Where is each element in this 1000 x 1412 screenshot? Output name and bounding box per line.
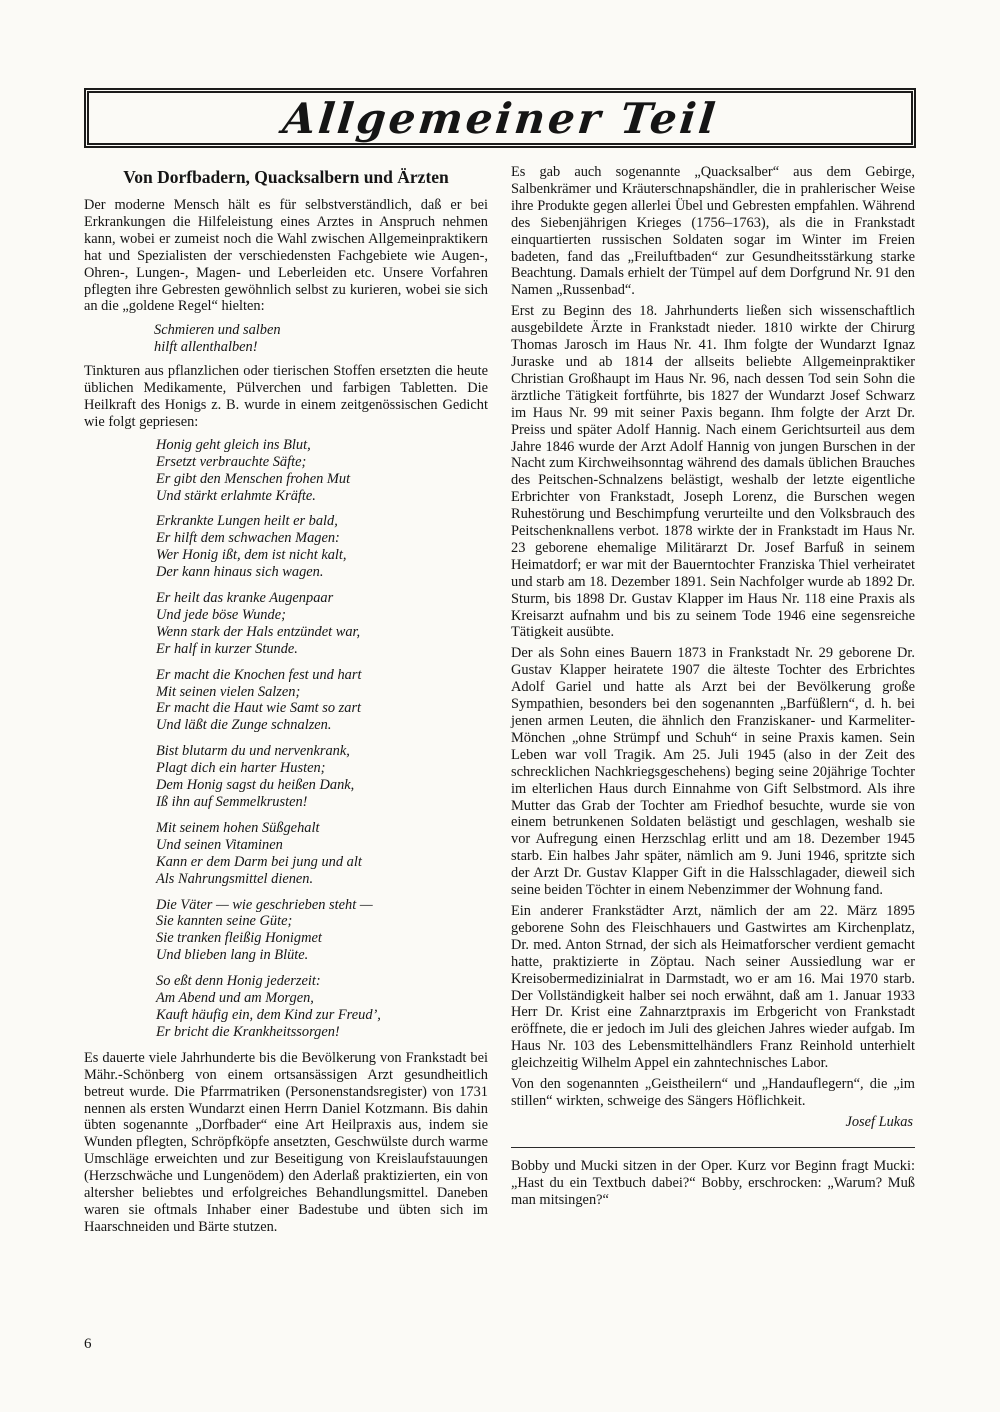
poem-line: Mit seinem hohen Süßgehalt [156, 819, 320, 836]
paragraph: Von den sogenannten „Geistheilern“ und „Handauflegern“, die „im stillen“ wirkten, schweige des Sängers Höflichkeit. [511, 1076, 915, 1109]
poem-line: Erkrankte Lungen heilt er bald, [156, 513, 338, 530]
article-columns [84, 164, 916, 1240]
poem-line: Und stärkt erlahmte Kräfte. [156, 487, 316, 504]
divider [511, 1147, 915, 1148]
poem-stanza [156, 437, 488, 505]
poem-line: Und seinen Vitaminen [156, 836, 283, 853]
poem-line: Kauft häufig ein, dem Kind zur Freud’, [156, 1006, 381, 1023]
poem-line: Wenn stark der Hals entzündet war, [156, 623, 361, 640]
poem-line: Plagt dich ein harter Husten; [156, 760, 326, 777]
right-column [511, 164, 915, 1212]
poem-stanza [156, 743, 488, 811]
poem-line: Er half in kurzer Stunde. [156, 640, 298, 657]
page-number: 6 [84, 1336, 92, 1352]
poem-line: Am Abend und am Morgen, [156, 990, 314, 1007]
paragraph: Der als Sohn eines Bauern 1873 in Frankstadt Nr. 29 geborene Dr. Gustav Klapper heiratete 1907 die älteste Tochter des Erbrichtes Adolf Gariel und hatte als Arzt bei der Bevölkerung große Sympathien, besonders bei den sogenannten „Barfüßlern“, d. h. bei jenen armen Leuten, die ähnlich den Franziskaner- und Karmeliter-Mönchen „ohne Strümpf und Schuh“ in seine Praxis kamen. Sein Leben war voll Tragik. Am 25. Juli 1945 (also in der Zeit des schrecklichen Nachkriegsgeschehens) beging seine 20jährige Tochter im elterlichen Haus durch Einnahme von Gift Selbstmord. Als ihre Mutter das Grab der Tochter am Friedhof besuchte, wurde sie von einem betrunkenen Soldaten belästigt und geschlagen, weshalb sie vor Aufregung einen Herzschlag erlitt und am 18. Dezember 1945 starb. Ein halbes Jahr später, nämlich am 9. Juni 1946, spritzte sich der Arzt Dr. Gustav Klapper Gift in die Halsschlagader, dieweil sich seine beiden Töchter in einem Nebenzimmer der Wohnung fand. [511, 645, 915, 899]
poem-line: Als Nahrungsmittel dienen. [156, 870, 314, 887]
poem-line: Er macht die Haut wie Samt so zart [156, 700, 362, 717]
poem-line: Sie kannten seine Güte; [156, 913, 293, 930]
poem-line: Bist blutarm du und nervenkrank, [156, 743, 350, 760]
poem-stanza [156, 897, 488, 965]
motto-line: Schmieren und salben [154, 322, 281, 339]
motto [154, 322, 488, 356]
poem-line: Er hilft dem schwachen Magen: [156, 530, 340, 547]
article-title: Von Dorfbadern, Quacksalbern und Ärzten [123, 167, 449, 187]
paragraph: Der moderne Mensch hält es für selbstverständlich, daß er bei Erkrankungen die Hilfeleistung eines Arztes in Anspruch nehmen kann, wobei er zumeist noch die Wahl zwischen Allgemeinpraktikern hat und Spezialisten der verschiedensten Fachgebiete wie Augen-, Ohren-, Lungen-, Magen- und Leberleiden etc. Unsere Vorfahren pflegten ihre Gebresten gewöhnlich selbst zu kurieren, wobei sie sich an die „goldene Regel“ hielten: [84, 197, 488, 315]
poem-line: Er heilt das kranke Augenpaar [156, 590, 334, 607]
poem-line: Mit seinen vielen Salzen; [156, 683, 301, 700]
poem-line: Und jede böse Wunde; [156, 606, 286, 623]
poem-line: Er macht die Knochen fest und hart [156, 666, 362, 683]
author-signature: Josef Lukas [845, 1113, 913, 1130]
poem-line: Dem Honig sagst du heißen Dank, [156, 777, 355, 794]
poem-line: Honig geht gleich ins Blut, [156, 436, 311, 453]
section-banner-title: Allgemeiner Teil [280, 93, 720, 143]
paragraph: Ein anderer Frankstädter Arzt, nämlich der am 22. März 1895 geborene Sohn des Fleischhauers und Gastwirtes am Kirchenplatz, Dr. med. Anton Strnad, der sich als Heimatforscher verdient gemacht hatte, praktizierte in Zöptau. Nach seiner Aussiedlung war er Kreisobermedizinialrat in Darmstadt, wo er am 16. Mai 1970 starb. Der Vollständigkeit halber sei noch erwähnt, daß am 1. Januar 1933 Herr Dr. Krist eine Zahnarztpraxis im Erbgericht von Frankstadt eröffnete, die er jedoch im Juli des gleichen Jahres wieder aufgab. Im Haus Nr. 103 des Lebensmittelhändlers Franz Reinhold unterhielt gleichzeitig Wilhelm Appel ein zahntechnisches Labor. [511, 902, 915, 1072]
paragraph: Es gab auch sogenannte „Quacksalber“ aus dem Gebirge, Salbenkrämer und Kräuterschnapshändler, die in prahlerischer Weise ihre Produkte gegen allerlei Übel und Gebresten empfahlen. Während des Siebenjährigen Krieges (1756–1763), als die in Frankstadt einquartierten russischen Soldaten sogar im Winter im Freien badeten, fand das „Freiluftbaden“ zur Gesundheitsstärkung starke Beachtung. Damals erhielt der Tümpel auf dem Dorfgrund Nr. 91 den Namen „Russenbad“. [511, 164, 915, 299]
poem-line: Iß ihn auf Semmelkrusten! [156, 794, 308, 810]
poem-line: Der kann hinaus sich wagen. [156, 564, 324, 581]
motto-line: hilft allenthalben! [154, 339, 258, 356]
poem-line: Ersetzt verbrauchte Säfte; [156, 453, 307, 470]
poem-line: So eßt denn Honig jederzeit: [156, 973, 321, 990]
poem-line: Und blieben lang in Blüte. [156, 947, 309, 964]
paragraph: Tinkturen aus pflanzlichen oder tierischen Stoffen ersetzten die heute üblichen Medikamente, Pülverchen und farbigen Tabletten. Die Heilkraft des Honigs z. B. wurde in einem zeitgenössischen Gedicht wie folgt gepriesen: [84, 363, 488, 430]
poem-line: Er bricht die Krankheitssorgen! [156, 1023, 340, 1040]
paragraph: Es dauerte viele Jahrhunderte bis die Bevölkerung von Frankstadt bei Mähr.-Schönberg von einem ortsansässigen Arzt gesundheitlich betreut wurde. Die Pfarrmatriken (Personenstandsregister) von 1731 nennen als ersten Wundarzt einen Herrn Daniel Kotzmann. Bis dahin übten sogenannte „Dorfbader“ eine Art Heilpraxis aus, indem sie Wunden pflegten, Schröpfköpfe ansetzten, Geschwülste durch warme Umschläge erweichten und zur Beseitigung von Kreislaufstauungen (Herzschwäche und Lungenödem) den Aderlaß praktizierten, ein von altersher beliebtes und erfolgreiches Behandlungsmittel. Daneben waren sie oftmals Inhaber einer Badestube und übten sich im Haarschneiden und Bärte stutzen. [84, 1049, 488, 1235]
poem-stanza [156, 667, 488, 735]
joke-paragraph: Bobby und Mucki sitzen in der Oper. Kurz vor Beginn fragt Mucki: „Hast du ein Textbuch dabei?“ Bobby, erschrocken: „Warum? Muß man mitsingen?“ [511, 1157, 915, 1208]
poem-line: Sie tranken fleißig Honigmet [156, 930, 322, 947]
poem-stanza [156, 820, 488, 888]
left-column [84, 164, 488, 1240]
poem-stanza [156, 973, 488, 1041]
poem-line: Und läßt die Zunge schnalzen. [156, 717, 332, 734]
poem-line: Er gibt den Menschen frohen Mut [156, 470, 351, 487]
poem-stanza [156, 513, 488, 581]
poem-stanza [156, 590, 488, 658]
section-banner [84, 88, 916, 148]
poem-line: Kann er dem Darm bei jung und alt [156, 853, 362, 870]
paragraph: Erst zu Beginn des 18. Jahrhunderts ließen sich wissenschaftlich ausgebildete Ärzte in Frankstadt nieder. 1810 wirkte der Chirurg Thomas Jarosch im Haus Nr. 41. Ihm folgte der Wundarzt Ignaz Juraske und ab 1814 der allseits beliebte Allgemeinpraktiker Christian Großhaupt im Haus Nr. 96, nach dessen Tod sein Sohn die ärztliche Tätigkeit fortführte, bis 1827 der Wundarzt Josef Schwarz im Haus Nr. 99 mit seiner Paxis begann. Ihm folgte der Arzt Dr. Preiss und später Adolf Hannig. Nach einem Gerichtsurteil aus dem Jahre 1846 wurde der Arzt Adolf Hannig von jungen Burschen in der Nacht zum Kirchweihsonntag während des damals üblichen Brauches des Peitschen-Schnalzens belästigt, weshalb der letzte eigentliche Erbrichter von Frankstadt, Joseph Lorenz, die Burschen wegen Ruhestörung und Beschimpfung verurteilte und den Volksbrauch des Peitschenknallens verbot. 1878 wirkte der in Frankstadt im Haus Nr. 23 geborene ehemalige Militärarzt Dr. Josef Barfuß in seinem Heimatdorf; er war mit der Bauerntochter Franziska Thiel verheiratet und starb am 18. Dezember 1891. Sein Nachfolger wurde ab 1892 Dr. Sturm, bis 1898 Dr. Gustav Klapper im Haus Nr. 118 eine Praxis als Kreisarzt aufnahm und bis zu seinem Tode 1946 eine segensreiche Tätigkeit ausübte. [511, 303, 915, 641]
poem-line: Die Väter — wie geschrieben steht — [156, 896, 373, 913]
poem-line: Wer Honig ißt, dem ist nicht kalt, [156, 547, 347, 564]
poem [156, 437, 488, 1041]
